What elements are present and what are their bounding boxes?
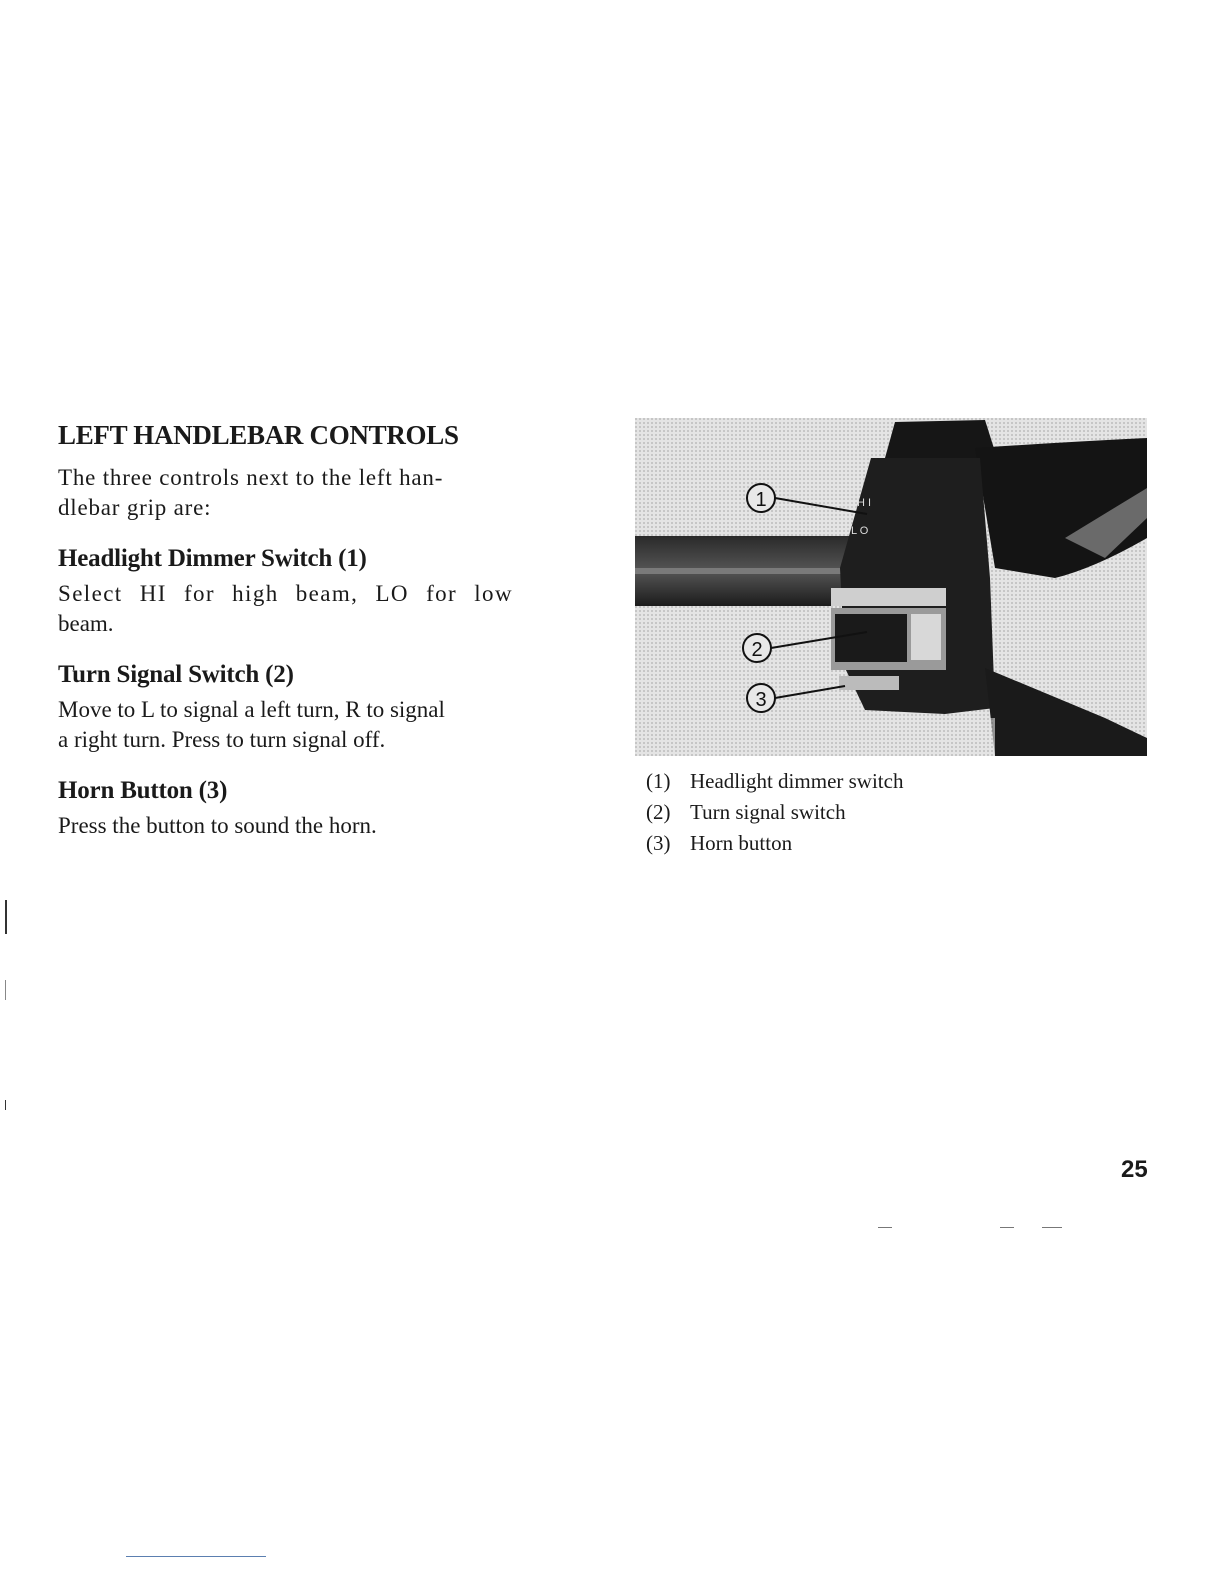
body-line: a right turn. Press to turn signal off. <box>58 727 386 752</box>
body-line: Select HI for high beam, LO for low <box>58 581 513 606</box>
scan-artifact <box>5 980 6 1000</box>
horn-button <box>839 676 899 690</box>
handlebar-controls-photo <box>635 418 1147 756</box>
intro-paragraph <box>58 463 568 523</box>
scan-artifact <box>878 1227 892 1228</box>
text-column <box>58 420 568 841</box>
scan-artifact <box>5 900 7 934</box>
caption-text: Headlight dimmer switch <box>690 769 904 793</box>
body-line: Move to L to signal a left turn, R to signal <box>58 697 445 722</box>
section-body-turn-signal <box>58 695 568 755</box>
section-body-headlight-dimmer <box>58 579 568 639</box>
caption-number: (1) <box>646 769 671 793</box>
intro-line: The three controls next to the left han- <box>58 465 444 490</box>
turn-signal-switch-knob <box>835 614 907 662</box>
footer-rule <box>126 1556 266 1557</box>
caption-text: Turn signal switch <box>690 800 846 824</box>
caption-number: (2) <box>646 800 671 824</box>
page-number: 25 <box>1121 1156 1148 1183</box>
scan-artifact <box>1042 1227 1062 1228</box>
caption-row <box>646 828 903 859</box>
caption-row <box>646 797 903 828</box>
callout-number-1: 1 <box>755 489 767 511</box>
switch-label-hi: H I <box>857 497 872 509</box>
body-line: Press the button to sound the horn. <box>58 813 377 838</box>
callout-number-3: 3 <box>755 689 767 711</box>
lower-background <box>635 718 995 756</box>
handlebar-photo-illustration <box>635 418 1147 756</box>
callout-number-2: 2 <box>751 639 763 661</box>
caption-number: (3) <box>646 831 671 855</box>
section-heading-horn: Horn Button (3) <box>58 777 228 804</box>
turn-panel-right <box>911 614 941 660</box>
page-title: LEFT HANDLEBAR CONTROLS <box>58 420 459 450</box>
scan-artifact <box>5 1100 6 1110</box>
section-body-horn <box>58 811 568 841</box>
caption-row <box>646 766 903 797</box>
caption-text: Horn button <box>690 831 793 855</box>
section-heading-turn-signal: Turn Signal Switch (2) <box>58 661 294 688</box>
scan-artifact <box>1000 1227 1014 1228</box>
figure-captions <box>646 766 903 859</box>
switch-label-lo: L O <box>851 525 869 537</box>
turn-panel-top <box>831 588 946 606</box>
intro-line: dlebar grip are: <box>58 495 212 520</box>
section-heading-headlight-dimmer: Headlight Dimmer Switch (1) <box>58 545 367 572</box>
body-line: beam. <box>58 611 114 636</box>
